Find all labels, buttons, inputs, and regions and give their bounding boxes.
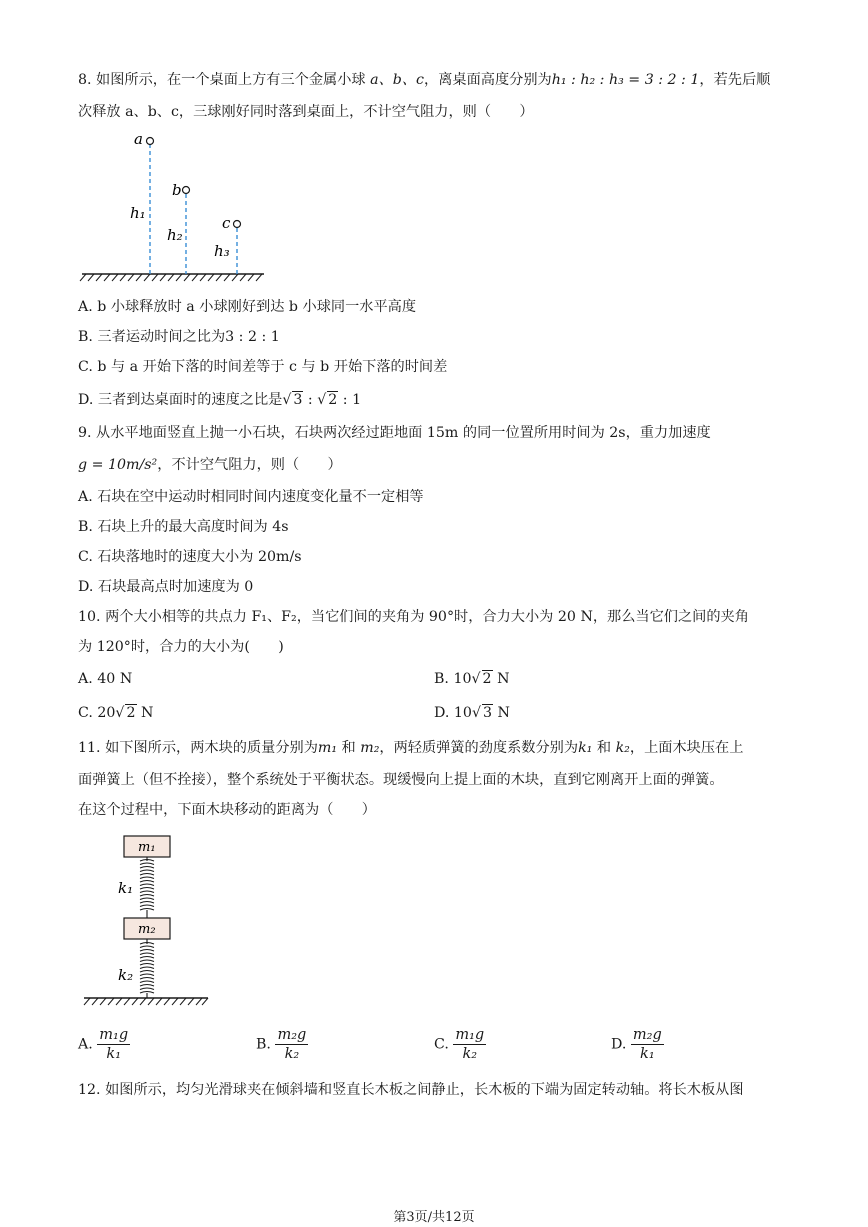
q8-figure bbox=[78, 128, 278, 288]
q11-label-m2: m₂ bbox=[138, 922, 156, 937]
q11-figure bbox=[80, 832, 215, 1012]
q8-option-d: D. 三者到达桌面时的速度之比是√ 3 : √ 2 : 1 bbox=[78, 392, 362, 408]
q10-line-1: 10. 两个大小相等的共点力 F₁、F₂，当它们间的夹角为 90°时，合力大小为 20 N，那么当它们之间的夹角 bbox=[78, 609, 749, 625]
q8-option-a: A. b 小球释放时 a 小球刚好到达 b 小球同一水平高度 bbox=[78, 299, 417, 315]
q8-label-h1: h₁ bbox=[130, 204, 146, 222]
q8-line-1: 8. 如图所示，在一个桌面上方有三个金属小球 a、b、c，离桌面高度分别为h₁ : h₂ : h₃ = 3 : 2 : 1，若先后顺 bbox=[78, 72, 771, 88]
q10-option-b: B. 10√ 2 N bbox=[434, 671, 510, 687]
q12-line-1: 12. 如图所示，均匀光滑球夹在倾斜墙和竖直长木板之间静止，长木板的下端为固定转动轴。将长木板从图 bbox=[78, 1082, 744, 1098]
q11-line-3: 在这个过程中，下面木块移动的距离为（ ） bbox=[78, 802, 376, 818]
q9-line-1: 9. 从水平地面竖直上抛一小石块，石块两次经过距地面 15m 的同一位置所用时间为 2s，重力加速度 bbox=[78, 425, 711, 441]
q11-line-2: 面弹簧上（但不拴接），整个系统处于平衡状态。现缓慢向上提上面的木块，直到它刚离开上面的弹簧。 bbox=[78, 772, 724, 788]
q9-option-c: C. 石块落地时的速度大小为 20m/s bbox=[78, 549, 302, 565]
q10-line-2: 为 120°时，合力的大小为( ) bbox=[78, 639, 284, 655]
q11-option-c: C. $\frac{\text{m₁g}}{\text{k₂}}$ bbox=[434, 1027, 485, 1062]
q8-label-c: c bbox=[222, 214, 231, 232]
q11-label-k2: k₂ bbox=[118, 966, 134, 984]
q9-option-d: D. 石块最高点时加速度为 0 bbox=[78, 579, 254, 595]
q8-option-b: B. 三者运动时间之比为3 : 2 : 1 bbox=[78, 329, 280, 345]
q8-ratio: h₁ : h₂ : h₃ = 3 : 2 : 1 bbox=[551, 72, 700, 88]
q11-option-b: B. $\frac{\text{m₂g}}{\text{k₂}}$ bbox=[256, 1027, 307, 1062]
q11-label-k1: k₁ bbox=[118, 879, 134, 897]
q11-option-a: A. $\frac{\text{m₁g}}{\text{k₁}}$ bbox=[78, 1027, 129, 1062]
page-footer: 第3页/共12页 bbox=[393, 1210, 475, 1225]
q9-option-b: B. 石块上升的最大高度时间为 4s bbox=[78, 519, 289, 535]
q10-option-d: D. 10√ 3 N bbox=[434, 705, 510, 721]
q8-label-b: b bbox=[172, 181, 182, 199]
q11-spring-k2 bbox=[140, 939, 154, 998]
q8-ball-a bbox=[147, 138, 154, 275]
q8-label-a: a bbox=[134, 130, 143, 148]
q8-label-h2: h₂ bbox=[167, 226, 183, 244]
q8-balls: a、b、c bbox=[370, 72, 425, 88]
q10-option-c: C. 20√ 2 N bbox=[78, 705, 154, 721]
q10-option-a: A. 40 N bbox=[78, 671, 133, 687]
q11-spring-k1 bbox=[140, 857, 154, 918]
q8-ball-c bbox=[234, 221, 241, 275]
q9-line-2: g = 10m/s²，不计空气阻力，则（ ） bbox=[78, 457, 342, 473]
q8-line-2: 次释放 a、b、c，三球刚好同时落到桌面上，不计空气阻力，则（ ） bbox=[78, 104, 534, 120]
q8-option-c: C. b 与 a 开始下落的时间差等于 c 与 b 开始下落的时间差 bbox=[78, 359, 448, 375]
q11-label-m1: m₁ bbox=[138, 840, 156, 855]
q11-option-d: D. $\frac{\text{m₂g}}{\text{k₁}}$ bbox=[611, 1027, 662, 1062]
q8-ground bbox=[80, 274, 264, 281]
q11-line-1: 11. 如下图所示，两木块的质量分别为m₁ 和 m₂，两轻质弹簧的劲度系数分别为k₁ 和 k₂，上面木块压在上 bbox=[78, 740, 744, 756]
q8-ball-b bbox=[183, 187, 190, 275]
q11-ground bbox=[84, 998, 208, 1005]
q9-option-a: A. 石块在空中运动时相同时间内速度变化量不一定相等 bbox=[78, 489, 424, 505]
q8-label-h3: h₃ bbox=[214, 242, 230, 260]
